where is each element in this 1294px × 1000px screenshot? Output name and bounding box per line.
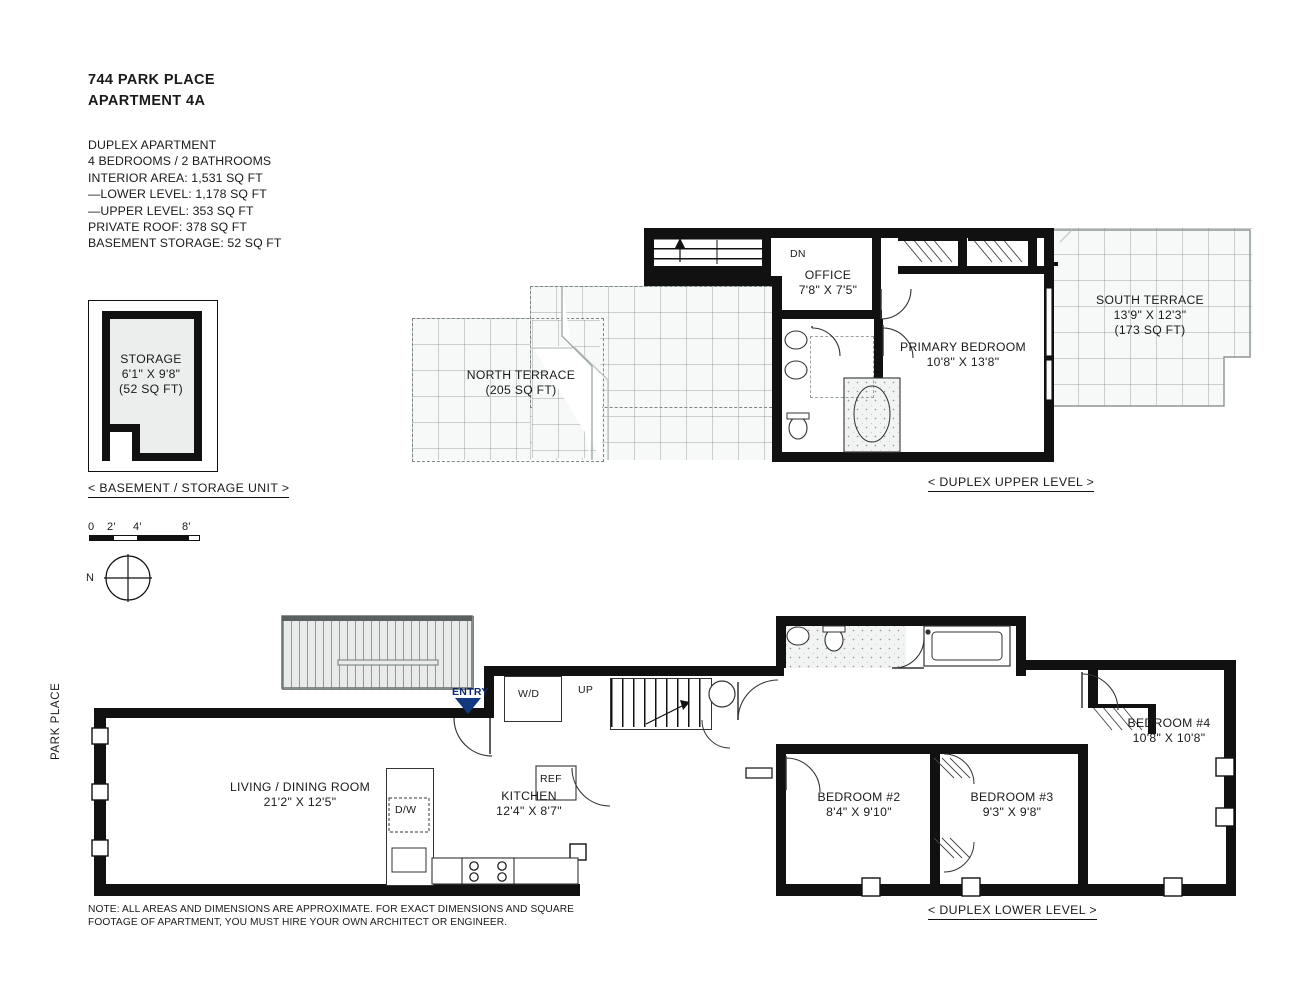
north-terrace-name: NORTH TERRACE xyxy=(466,368,576,382)
storage-room-area: (52 SQ FT) xyxy=(119,382,183,397)
storage-room-dims: 6'1" X 9'8" xyxy=(121,367,181,382)
bedroom2-label xyxy=(786,790,932,820)
primary-bedroom-label xyxy=(875,340,1051,370)
street-label: PARK PLACE xyxy=(50,682,62,760)
spec-item: DUPLEX APARTMENT xyxy=(88,138,217,152)
primary-bedroom-name: PRIMARY BEDROOM xyxy=(900,340,1026,354)
bedroom4-label xyxy=(1096,716,1242,746)
primary-bedroom-dims: 10'8" X 13'8" xyxy=(926,355,1000,370)
bedroom4-dims: 10'8" X 10'8" xyxy=(1132,731,1206,746)
note-line-2: FOOTAGE OF APARTMENT, YOU MUST HIRE YOUR OWN ARCHITECT OR ENGINEER. xyxy=(88,917,508,928)
north-terrace-area: (205 SQ FT) xyxy=(485,383,557,398)
bedroom3-label xyxy=(938,790,1086,820)
living-dining-name: LIVING / DINING ROOM xyxy=(229,780,371,794)
spec-item: 4 BEDROOMS / 2 BATHROOMS xyxy=(88,154,272,169)
specs-list xyxy=(88,137,281,252)
disclaimer-note xyxy=(88,903,574,929)
bedroom4-name: BEDROOM #4 xyxy=(1127,716,1211,730)
kitchen-name: KITCHEN xyxy=(501,789,557,803)
address-line-1: 744 PARK PLACE xyxy=(88,72,216,88)
bedroom2-name: BEDROOM #2 xyxy=(817,790,901,804)
scale-tick: 4' xyxy=(133,521,142,533)
upper-level-plan xyxy=(412,228,1252,473)
kitchen-label xyxy=(456,789,602,819)
lower-level-plan xyxy=(86,608,1246,898)
bedroom3-dims: 9'3" X 9'8" xyxy=(982,805,1042,820)
kitchen-dims: 12'4" X 8'7" xyxy=(496,804,562,819)
compass-icon xyxy=(86,550,176,610)
bedroom2-dims: 8'4" X 9'10" xyxy=(826,805,892,820)
office-dims: 7'8" X 7'5" xyxy=(798,283,858,298)
up-stair-label: UP xyxy=(578,684,594,696)
spec-item: INTERIOR AREA: 1,531 SQ FT xyxy=(88,170,263,185)
upper-stair-dn-label: DN xyxy=(790,248,806,260)
page-title xyxy=(88,70,215,112)
storage-room-label xyxy=(96,352,206,398)
south-terrace-label xyxy=(1060,293,1240,339)
south-terrace-dims: 13'9" X 12'3" xyxy=(1113,308,1187,323)
scale-tick: 0 xyxy=(88,521,95,533)
office-label xyxy=(767,268,889,298)
bedroom-doors xyxy=(86,608,1246,898)
refrigerator-label: REF xyxy=(540,773,562,785)
south-terrace-area: (173 SQ FT) xyxy=(1114,323,1186,338)
caption-upper: < DUPLEX UPPER LEVEL > xyxy=(928,475,1094,492)
spec-item: —UPPER LEVEL: 353 SQ FT xyxy=(88,203,254,218)
spec-item: —LOWER LEVEL: 1,178 SQ FT xyxy=(88,187,267,202)
storage-room-name: STORAGE xyxy=(120,352,182,366)
caption-basement: < BASEMENT / STORAGE UNIT > xyxy=(88,481,289,498)
north-terrace-label xyxy=(430,368,612,398)
scale-tick: 8' xyxy=(182,521,191,533)
south-terrace-name: SOUTH TERRACE xyxy=(1096,293,1204,307)
compass-north-label: N xyxy=(86,572,94,584)
living-dining-dims: 21'2" X 12'5" xyxy=(263,795,337,810)
spec-item: PRIVATE ROOF: 378 SQ FT xyxy=(88,220,248,235)
scale-tick: 2' xyxy=(107,521,116,533)
compass-rose xyxy=(86,550,176,610)
bedroom3-name: BEDROOM #3 xyxy=(970,790,1054,804)
upper-bath-fixtures xyxy=(412,228,1252,473)
entry-label: ENTRY xyxy=(452,686,489,698)
address-line-2: APARTMENT 4A xyxy=(88,93,206,109)
wd-label: W/D xyxy=(518,688,540,700)
caption-lower: < DUPLEX LOWER LEVEL > xyxy=(928,903,1097,920)
office-name: OFFICE xyxy=(804,268,852,282)
living-dining-label xyxy=(190,780,410,810)
scale-bar xyxy=(88,521,218,543)
spec-item: BASEMENT STORAGE: 52 SQ FT xyxy=(88,236,282,251)
dishwasher-label: D/W xyxy=(395,804,417,816)
note-line-1: NOTE: ALL AREAS AND DIMENSIONS ARE APPROXIMATE. FOR EXACT DIMENSIONS AND SQUARE xyxy=(88,904,575,915)
